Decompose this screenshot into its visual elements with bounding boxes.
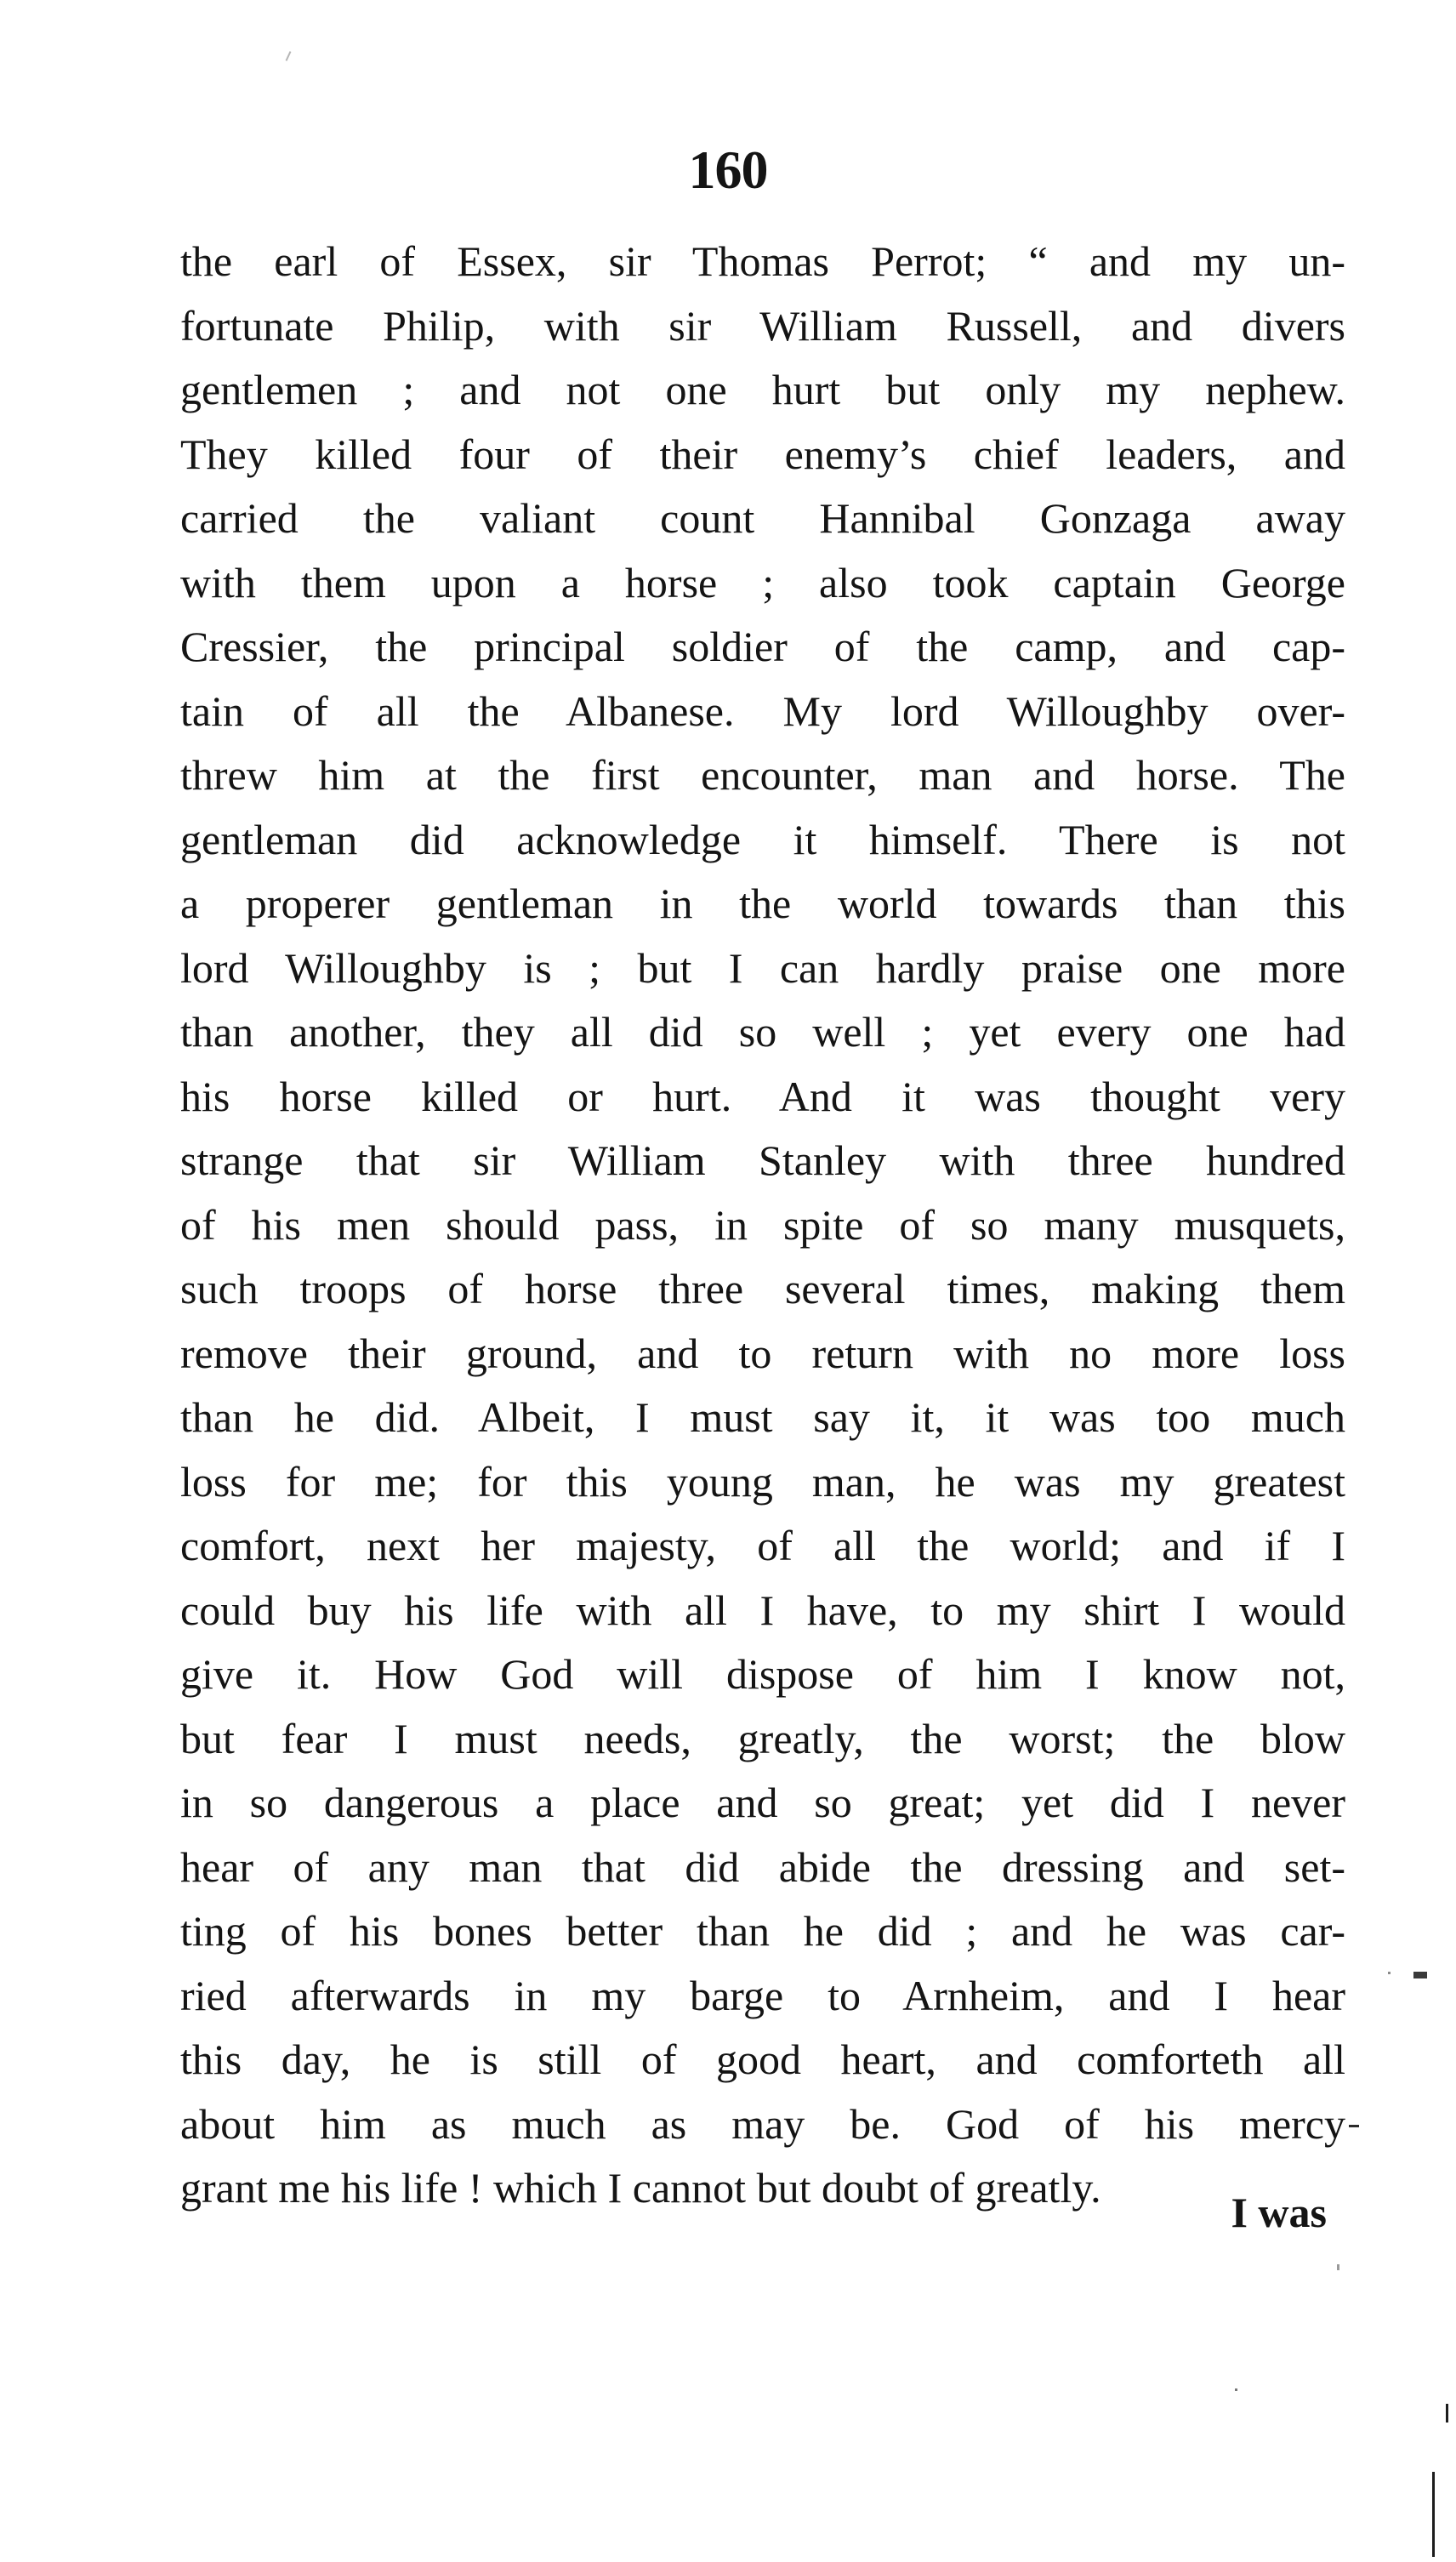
text-line: than another, they all did so well ; yet every one had	[180, 1008, 1345, 1056]
text-line: give it. How God will dispose of him I know not,	[180, 1650, 1345, 1698]
text-line: tain of all the Albanese. My lord Willoughby over-	[180, 686, 1345, 735]
catchword: I was	[1231, 2189, 1327, 2236]
page-number: 160	[688, 139, 768, 200]
text-line: They killed four of their enemy’s chief leaders, and	[180, 430, 1345, 478]
text-line: Cressier, the principal soldier of the camp, and cap-	[180, 623, 1345, 670]
text-line: loss for me; for this young man, he was my greatest	[180, 1457, 1345, 1506]
scan-speck	[1337, 2264, 1339, 2270]
text-line: such troops of horse three several times, making them	[180, 1265, 1345, 1312]
text-line: could buy his life with all I have, to my shirt I would	[180, 1586, 1345, 1634]
text-line: than he did. Albeit, I must say it, it was too much	[180, 1393, 1345, 1441]
text-line: hear of any man that did abide the dressing and set-	[180, 1842, 1345, 1891]
text-line: with them upon a horse ; also took captain George	[180, 558, 1345, 606]
text-line: threw him at the first encounter, man and horse. The	[180, 751, 1345, 799]
text-line: in so dangerous a place and so great; yet did I never	[180, 1779, 1345, 1826]
text-line: but fear I must needs, greatly, the worst; the blow	[180, 1714, 1345, 1762]
scan-speck	[1349, 2125, 1359, 2127]
text-line: about him as much as may be. God of his mercy	[180, 2099, 1345, 2148]
text-line: a properer gentleman in the world towards than this	[180, 880, 1345, 927]
scan-edge-mark	[1432, 2472, 1435, 2557]
scan-speck	[1413, 1972, 1427, 1978]
text-line: ried afterwards in my barge to Arnheim, and I hear	[180, 1971, 1345, 2019]
text-line: of his men should pass, in spite of so many musquets,	[180, 1200, 1345, 1249]
text-line: strange that sir William Stanley with three hundred	[180, 1136, 1345, 1184]
body-text	[180, 230, 1345, 2221]
scan-edge-mark	[1446, 2404, 1448, 2423]
text-line: gentleman did acknowledge it himself. There is not	[180, 815, 1345, 863]
text-line: ting of his bones better than he did ; and he was car-	[180, 1907, 1345, 1955]
text-line: remove their ground, and to return with no more loss	[180, 1329, 1345, 1377]
text-line: his horse killed or hurt. And it was thought very	[180, 1072, 1345, 1120]
text-line: grant me his life ! which I cannot but doubt of greatly.	[180, 2164, 1101, 2212]
text-line: lord Willoughby is ; but I can hardly praise one more	[180, 943, 1345, 992]
text-line: the earl of Essex, sir Thomas Perrot; “ and my un-	[180, 237, 1345, 285]
text-line: comfort, next her majesty, of all the world; and if I	[180, 1522, 1345, 1569]
scan-speck	[1235, 2388, 1237, 2391]
text-line: gentlemen ; and not one hurt but only my nephew.	[180, 366, 1345, 413]
text-line: carried the valiant count Hannibal Gonzaga away	[180, 494, 1345, 542]
text-line: this day, he is still of good heart, and comforteth all	[180, 2035, 1345, 2083]
scan-speck	[1388, 1972, 1391, 1974]
text-line: fortunate Philip, with sir William Russell, and divers	[180, 301, 1345, 350]
scan-speck	[286, 51, 292, 61]
